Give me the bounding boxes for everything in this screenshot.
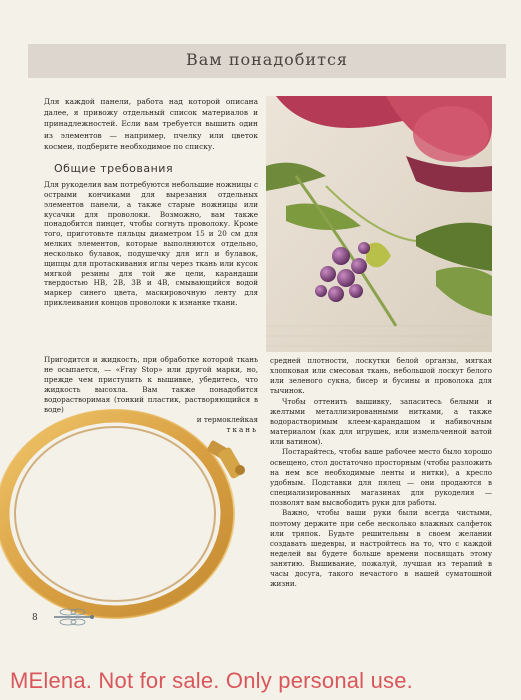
right-paragraph-1: средней плотности, лоскутки белой органзы, мягкая хлопковая или смесовая ткань, небольшой лоскут белого или зеленого сукна, бисер и бусины и проволока для тычинок. [270,356,492,396]
watermark-text: MElena. Not for sale. Only personal use. [10,668,413,693]
right-paragraph-4: Важно, чтобы ваши руки были всегда чистыми, поэтому держите при себе несколько влажных салфеток или тряпок. Будьте решительны в своем желании создавать шедевры, и настройтесь на то, что с каждой неделей вы будете больше времени посвящать этому занятию. Вышивание, пожалуй, лучшая из терапий в часы досуга, такого нечастого в нашей суматошной жизни. [270,508,492,589]
section-heading: Общие требования [54,162,174,175]
right-column-text [270,356,492,590]
requirements-paragraph: Для рукоделия вам потребуются небольшие ножницы с острыми кончиками для вырезания отдельных элементов панели, а также старые ножницы или кусачки для проволоки. Возможно, вам также понадобится пинцет, чтобы согнуть проволоку. Кроме того, приготовьте пяльцы диаметром 15 и 20 см для мелких элементов, которые выполняются отдельно, несколько булавок, подушечку для игл и булавок, щипцы для протаскивания иглы через ткань или кусок мягкой резины для той же цели, карандаши твердостью HB, 2B, 3B и 4B, смывающийся водой маркер синего цвета, маскировочную ленту для приклеивания концов проволоки к изнанке ткани. [44,180,258,308]
embroidery-hoop-image [0,396,260,626]
embroidery-photo [266,96,492,352]
intro-paragraph: Для каждой панели, работа над которой описана далее, я привожу отдельный список материалов и принадлежностей. Если вам требуется вышить один из элементов — например, пчелку или цветок космеи, подберите необходимое по списку. [44,97,258,151]
right-paragraph-3: Постарайтесь, чтобы ваше рабочее место было хорошо освещено, стол достаточно просторным (чтобы разложить на нем все необходимые ленты и нитки), а кресло удобным. Подставки для пялец — они продаются в специализированных магазинах для рукоделия — позволят вам высвободить руки для работы. [270,447,492,508]
fabric-word: ткань [226,425,258,434]
page-title: Вам понадобится [185,50,348,69]
header-band [28,44,506,78]
right-paragraph-2: Чтобы оттенить вышивку, запаситесь белыми и желтыми металлизированными нитками, а также водорастворимым клеем-карандашом и набивочным материалом (как для игрушек, или измельченной ватой или ватином). [270,396,492,447]
page-number: 8 [32,613,38,623]
dragonfly-icon [48,606,98,628]
requirements-text [44,180,258,308]
fusible-line: и термоклейкая [196,415,258,424]
fray-stop-paragraph: Пригодится и жидкость, при обработке которой ткань не осыпается, — «Fray Stop» или другой марки, но, прежде чем приступить к вышивке, убедитесь, что жидкость высохла. Вам также понадобится водорастворимая (тонкий пластик, растворяющийся в воде) [44,355,258,414]
